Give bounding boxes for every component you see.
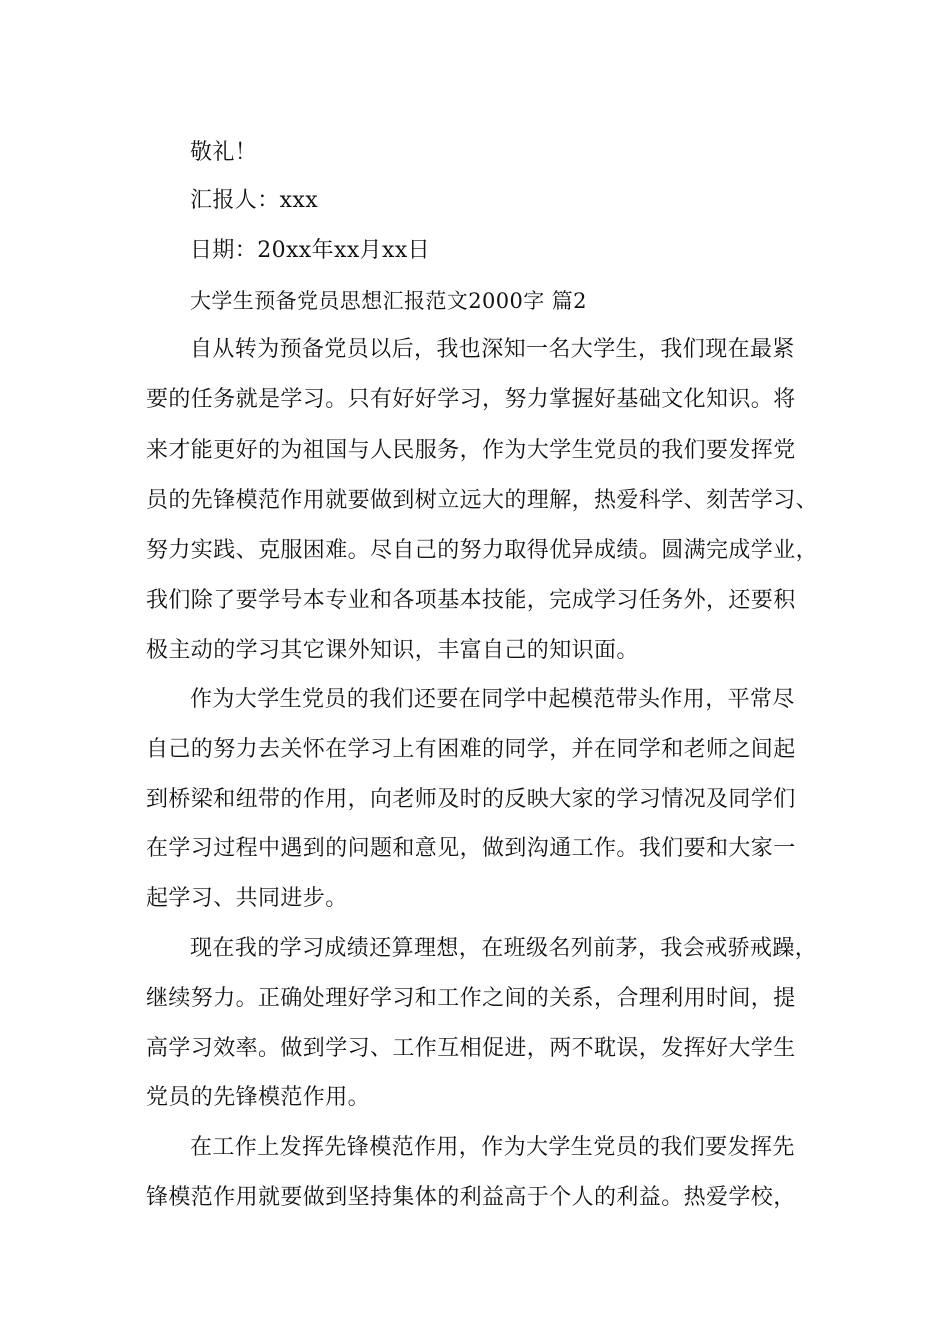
paragraph-3-line-1: 现在我的学习成绩还算理想，在班级名列前茅，我会戒骄戒躁， bbox=[190, 936, 818, 961]
paragraph-2-line-4: 在学习过程中遇到的问题和意见，做到沟通工作。我们要和大家一 bbox=[146, 836, 796, 861]
paragraph-1-line-4: 员的先锋模范作用就要做到树立远大的理解，热爱科学、刻苦学习、 bbox=[146, 488, 819, 513]
paragraph-1-line-3: 来才能更好的为祖国与人民服务，作为大学生党员的我们要发挥党 bbox=[146, 438, 796, 463]
paragraph-1-line-5: 努力实践、克服困难。尽自己的努力取得优异成绩。圆满完成学业， bbox=[146, 538, 819, 563]
paragraph-2-line-1: 作为大学生党员的我们还要在同学中起模范带头作用，平常尽 bbox=[190, 687, 795, 712]
section-title: 大学生预备党员思想汇报范文2000字 篇2 bbox=[190, 289, 587, 313]
paragraph-2-line-2: 自己的努力去关怀在学习上有困难的同学，并在同学和老师之间起 bbox=[146, 737, 796, 762]
paragraph-3-line-3: 高学习效率。做到学习、工作互相促进，两不耽误，发挥好大学生 bbox=[146, 1036, 796, 1061]
paragraph-3-line-4: 党员的先锋模范作用。 bbox=[146, 1085, 371, 1110]
paragraph-2-line-5: 起学习、共同进步。 bbox=[146, 886, 348, 911]
paragraph-1-line-7: 极主动的学习其它课外知识，丰富自己的知识面。 bbox=[146, 638, 639, 663]
reporter-line: 汇报人：xxx bbox=[190, 188, 319, 213]
paragraph-4-line-2: 锋模范作用就要做到坚持集体的利益高于个人的利益。热爱学校， bbox=[146, 1185, 796, 1210]
paragraph-2-line-3: 到桥梁和纽带的作用，向老师及时的反映大家的学习情况及同学们 bbox=[146, 787, 796, 812]
paragraph-1-line-2: 要的任务就是学习。只有好好学习，努力掌握好基础文化知识。将 bbox=[146, 387, 796, 412]
paragraph-1-line-1: 自从转为预备党员以后，我也深知一名大学生，我们现在最紧 bbox=[190, 337, 795, 362]
paragraph-4-line-1: 在工作上发挥先锋模范作用，作为大学生党员的我们要发挥先 bbox=[190, 1135, 795, 1160]
paragraph-1-line-6: 我们除了要学号本专业和各项基本技能，完成学习任务外，还要积 bbox=[146, 588, 796, 613]
paragraph-3-line-2: 继续努力。正确处理好学习和工作之间的关系，合理利用时间，提 bbox=[146, 986, 796, 1011]
closing-salute: 敬礼！ bbox=[190, 140, 258, 165]
date-line: 日期：20xx年xx月xx日 bbox=[190, 238, 431, 263]
